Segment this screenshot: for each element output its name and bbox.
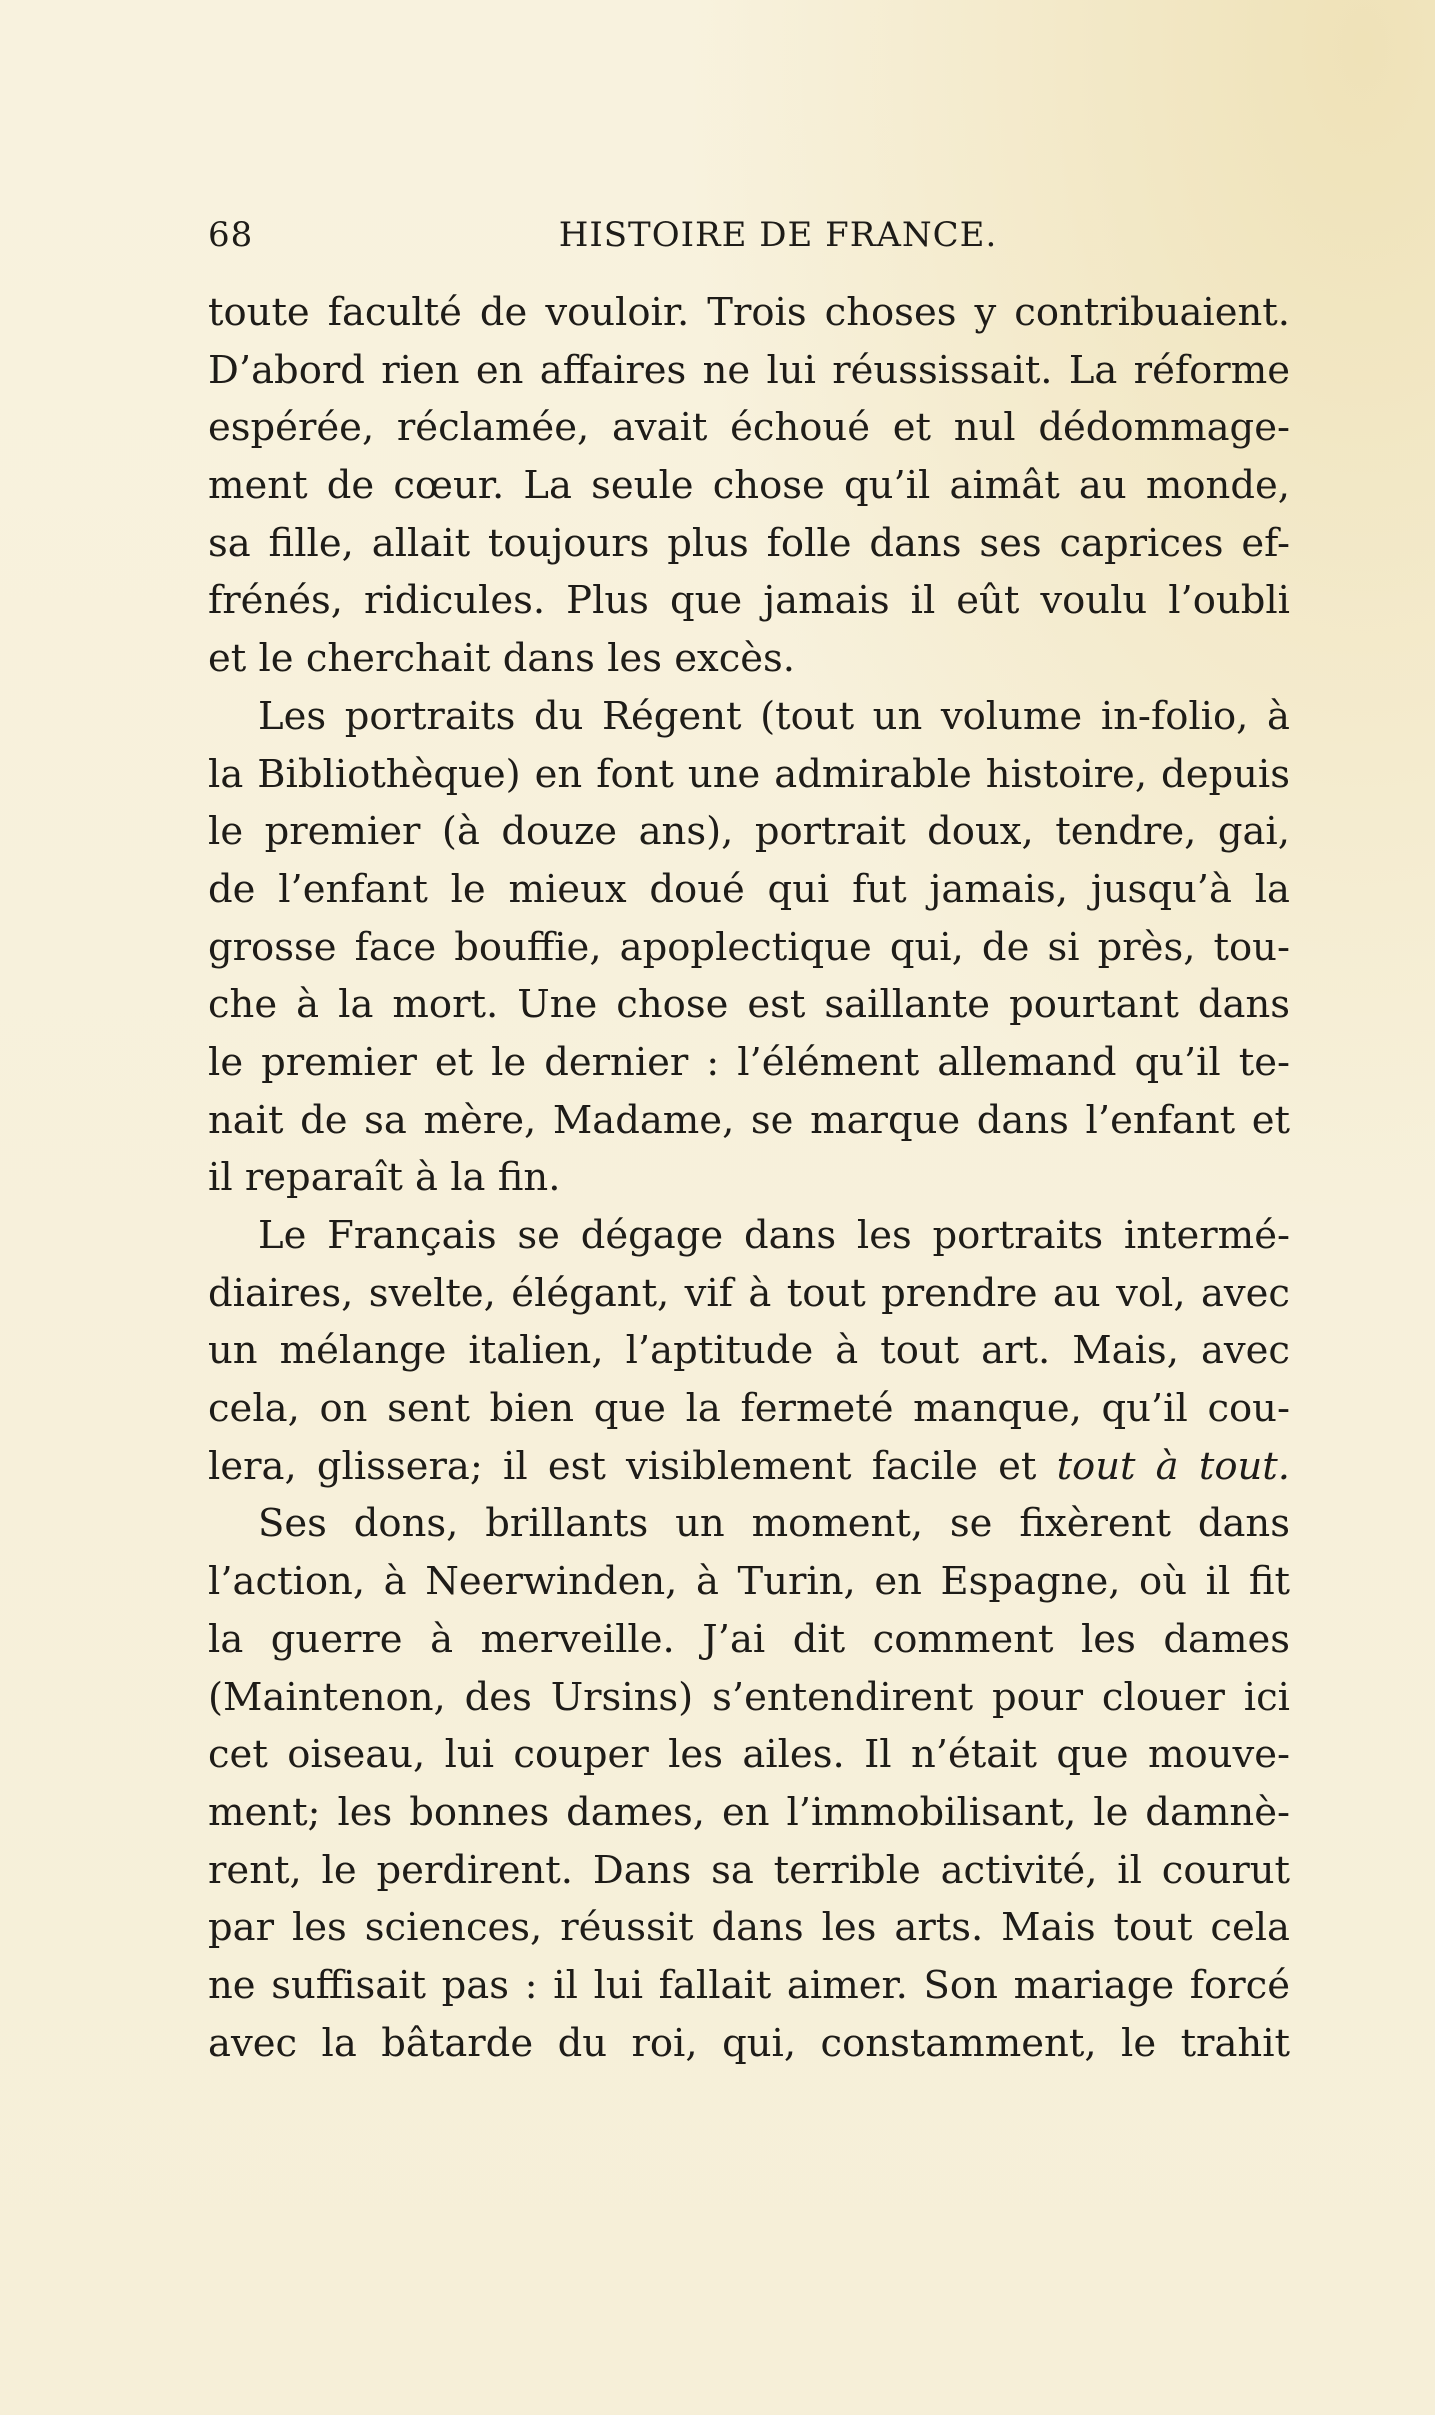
text-line: avec la bâtarde du roi, qui, constamment, le trahit [208,2020,1290,2066]
running-head [208,215,1288,265]
text-line: Le Français se dégage dans les portraits intermé- [258,1213,1290,1258]
text-line: Ses dons, brillants un moment, se fixèrent dans [258,1501,1290,1547]
text-line-start: lera, glissera; il est visiblement facile et [208,1443,1037,1489]
text-line: frénés, ridicules. Plus que jamais il eût voulu l’oubli [208,578,1290,624]
italic-phrase: tout à tout. [1056,1443,1290,1489]
text-line: grosse face bouffie, apoplectique qui, de si près, tou- [208,924,1290,970]
text-line: nait de sa mère, Madame, se marque dans l’enfant et [208,1097,1290,1143]
text-line: sa fille, allait toujours plus folle dans ses caprices ef- [208,520,1290,566]
text-line: par les sciences, réussit dans les arts. Mais tout cela [208,1905,1290,1951]
text-line-with-italic [208,1438,1290,1496]
text-line: un mélange italien, l’aptitude à tout art. Mais, avec [208,1328,1290,1374]
text-line: ment de cœur. La seule chose qu’il aimât au monde, [208,463,1290,509]
text-line: cet oiseau, lui couper les ailes. Il n’était que mouve- [208,1732,1290,1778]
text-line: il reparaît à la fin. [208,1155,561,1201]
text-line: l’action, à Neerwinden, à Turin, en Espagne, où il fit [208,1559,1290,1605]
text-line: cela, on sent bien que la fermeté manque, qu’il cou- [208,1386,1290,1432]
text-line: le premier (à douze ans), portrait doux, tendre, gai, [208,809,1290,855]
text-line: ne suffisait pas : il lui fallait aimer. Son mariage forcé [208,1962,1290,2008]
text-line: diaires, svelte, élégant, vif à tout prendre au vol, avec [208,1270,1290,1316]
text-line: le premier et le dernier : l’élément allemand qu’il te- [208,1039,1290,1085]
text-line: et le cherchait dans les excès. [208,636,796,682]
running-title: HISTOIRE DE FRANCE. [558,215,998,255]
body-text [208,284,1290,2072]
text-line: che à la mort. Une chose est saillante pourtant dans [208,982,1290,1028]
text-line: la Bibliothèque) en font une admirable histoire, depuis [208,751,1290,797]
page-number: 68 [208,215,254,255]
text-line: rent, le perdirent. Dans sa terrible activité, il courut [208,1847,1290,1893]
text-line: D’abord rien en affaires ne lui réussissait. La réforme [208,347,1290,393]
text-line: la guerre à merveille. J’ai dit comment les dames [208,1616,1290,1662]
text-line: toute faculté de vouloir. Trois choses y contribuaient. [208,290,1290,335]
text-line: ment; les bonnes dames, en l’immobilisant, le damnè- [208,1789,1290,1835]
text-line: Les portraits du Régent (tout un volume in-folio, à [258,693,1290,739]
text-line: (Maintenon, des Ursins) s’entendirent pour clouer ici [208,1674,1290,1720]
text-line: de l’enfant le mieux doué qui fut jamais, jusqu’à la [208,866,1290,912]
text-line: espérée, réclamée, avait échoué et nul dédommage- [208,405,1290,451]
